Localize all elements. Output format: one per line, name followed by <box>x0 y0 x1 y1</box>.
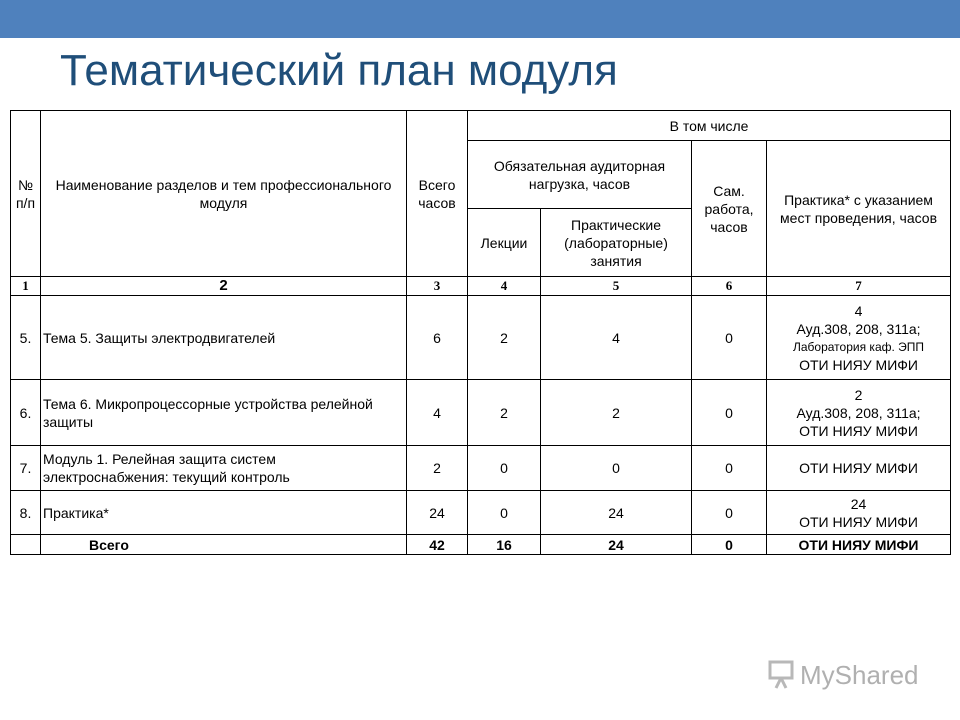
watermark-text: MyShared <box>800 660 919 690</box>
header-row-1 <box>11 111 951 141</box>
row-lectures: 2 <box>468 296 541 380</box>
table-row <box>11 380 951 446</box>
practice-org: ОТИ НИЯУ МИФИ <box>799 513 918 530</box>
row-total: 2 <box>407 446 468 491</box>
row-practice <box>767 296 951 380</box>
row-name: Тема 6. Микропроцессорные устройства релейной защиты <box>41 380 407 446</box>
total-hours: 42 <box>407 535 468 555</box>
col-number: 7 <box>767 277 951 296</box>
row-practical: 2 <box>541 380 692 446</box>
col-number: 4 <box>468 277 541 296</box>
presentation-board-icon <box>770 662 792 688</box>
row-practical: 24 <box>541 491 692 535</box>
row-name: Тема 5. Защиты электродвигателей <box>41 296 407 380</box>
column-number-row <box>11 277 951 296</box>
row-lectures: 0 <box>468 446 541 491</box>
row-practical: 0 <box>541 446 692 491</box>
row-name: Практика* <box>41 491 407 535</box>
row-practical: 4 <box>541 296 692 380</box>
row-name: Модуль 1. Релейная защита систем электроснабжения: текущий контроль <box>41 446 407 491</box>
practice-hours: 24 <box>850 495 867 512</box>
header-total: Всего часов <box>407 111 468 277</box>
col-number: 3 <box>407 277 468 296</box>
row-practice <box>767 446 951 491</box>
table-row <box>11 446 951 491</box>
row-lectures: 0 <box>468 491 541 535</box>
header-practical: Практические (лабораторные) занятия <box>541 209 692 277</box>
practice-hours: 4 <box>854 302 863 319</box>
header-mandatory: Обязательная аудиторная нагрузка, часов <box>468 141 692 209</box>
total-row <box>11 535 951 555</box>
col-number: 5 <box>541 277 692 296</box>
total-lectures: 16 <box>468 535 541 555</box>
header-practice: Практика* с указанием мест проведения, часов <box>767 141 951 277</box>
practice-hours: 2 <box>854 386 863 403</box>
row-num: 7. <box>11 446 41 491</box>
thematic-plan-table <box>10 110 951 555</box>
total-label: Всего <box>41 535 407 555</box>
total-practical: 24 <box>541 535 692 555</box>
total-num <box>11 535 41 555</box>
practice-org: ОТИ НИЯУ МИФИ <box>799 422 918 439</box>
row-practice <box>767 491 951 535</box>
col-number: 2 <box>41 277 407 296</box>
slide-title: Тематический план модуля <box>60 46 618 95</box>
practice-org: ОТИ НИЯУ МИФИ <box>799 356 918 373</box>
total-self-work: 0 <box>692 535 767 555</box>
header-num: № п/п <box>11 111 41 277</box>
practice-place: Ауд.308, 208, 311а; <box>796 404 921 421</box>
col-number: 6 <box>692 277 767 296</box>
row-num: 5. <box>11 296 41 380</box>
header-lectures: Лекции <box>468 209 541 277</box>
row-self-work: 0 <box>692 491 767 535</box>
row-self-work: 0 <box>692 446 767 491</box>
header-name: Наименование разделов и тем профессионального модуля <box>41 111 407 277</box>
row-total: 4 <box>407 380 468 446</box>
practice-org: ОТИ НИЯУ МИФИ <box>799 460 918 476</box>
header-including: В том числе <box>468 111 951 141</box>
practice-lab: Лаборатория каф. ЭПП <box>793 339 925 354</box>
row-lectures: 2 <box>468 380 541 446</box>
row-self-work: 0 <box>692 296 767 380</box>
row-practice <box>767 380 951 446</box>
row-total: 24 <box>407 491 468 535</box>
row-total: 6 <box>407 296 468 380</box>
header-self-work: Сам. работа, часов <box>692 141 767 277</box>
row-num: 6. <box>11 380 41 446</box>
row-num: 8. <box>11 491 41 535</box>
practice-place: Ауд.308, 208, 311а; <box>796 320 921 337</box>
col-number: 1 <box>11 277 41 296</box>
watermark-logo <box>768 656 928 692</box>
total-practice: ОТИ НИЯУ МИФИ <box>767 535 951 555</box>
row-self-work: 0 <box>692 380 767 446</box>
table-row <box>11 296 951 380</box>
top-accent-bar <box>0 0 960 38</box>
table-row <box>11 491 951 535</box>
